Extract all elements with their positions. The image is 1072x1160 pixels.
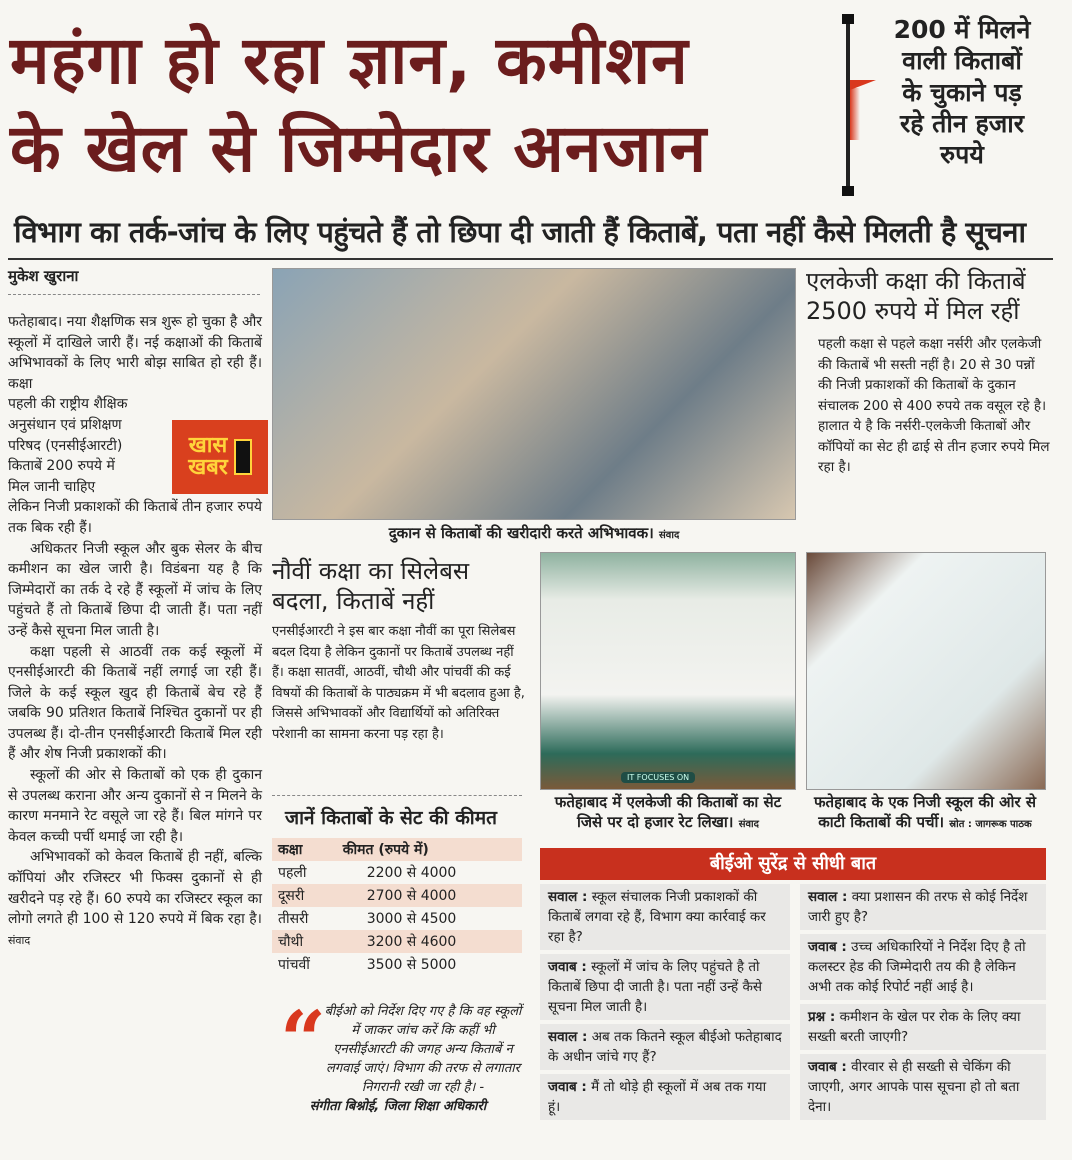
cell: चौथी	[272, 930, 337, 953]
photo-book-slip	[806, 552, 1046, 790]
cell: पांचवीं	[278, 957, 310, 973]
qa-item: प्रश्न : कमीशन के खेल पर रोक के लिए क्या सख्ती बरती जाएगी?	[800, 1004, 1046, 1050]
newspaper-icon	[234, 439, 252, 475]
badge-line: खास	[188, 433, 228, 458]
story-para: फतेहाबाद। नया शैक्षणिक सत्र शुरू हो चुका है और स्कूलों में दाखिले जारी हैं। नई कक्षाओं की किताबें अभिभावकों के लिए भारी बोझ साबित हो रही हैं। कक्षा	[8, 314, 262, 392]
interview-left	[540, 884, 790, 1124]
story-credit: संवाद	[8, 933, 31, 947]
quote-author: संगीता बिश्नोई, जिला शिक्षा अधिकारी	[309, 1099, 487, 1114]
qa-item: जवाब : मैं तो थोड़े ही स्कूलों में अब तक गया हूं।	[540, 1074, 790, 1120]
qa-item: जवाब : वीरवार से ही सख्ती से चेकिंग की जाएगी, अगर आपके पास सूचना हो तो बता देना।	[800, 1054, 1046, 1120]
story-line: किताबें 200 रुपये में	[8, 458, 115, 475]
price-table	[272, 838, 522, 976]
quote-mark-icon: “	[280, 993, 327, 1087]
headline-line-1: महंगा हो रहा ज्ञान, कमीशन	[10, 22, 689, 99]
photo-parents-buying-books	[272, 268, 796, 520]
story-para: कक्षा पहली से आठवीं तक कई स्कूलों में एनसीईआरटी की किताबें नहीं लगाई जा रही हैं। जिले के कई स्कूल खुद ही किताबें बेच रहे हैं जबकि 90 प्रतिशत किताबें निश्चित दुकानों पर ही उपलब्ध हैं। दो-तीन एनसीईआरटी किताबें मिल रही हैं और शेष निजी प्रकाशकों की।	[8, 643, 262, 763]
main-story	[8, 312, 262, 951]
cell: पहली	[278, 865, 307, 881]
byline: मुकेश खुराना	[8, 267, 79, 285]
qa-item: सवाल : स्कूल संचालक निजी प्रकाशकों की किताबें लगवा रहे हैं, विभाग क्या कार्रवाई कर रहा है?	[540, 884, 790, 950]
col-header: कक्षा	[272, 838, 337, 861]
sidebar-blurb	[872, 14, 1052, 170]
screen-text: IT FOCUSES ON	[621, 772, 695, 783]
story-para: अभिभावकों को केवल किताबें ही नहीं, बल्कि कॉपियां और रजिस्टर भी फिक्स दुकानों से ही खरीदने पड़ रहे हैं। 60 रुपये का रजिस्टर स्कूल का लोगो लगते ही 100 से 120 रुपये में बिक रहा है।	[8, 849, 262, 928]
cell: दूसरी	[272, 884, 337, 907]
dotted-divider	[8, 294, 260, 295]
photo2-caption: फतेहाबाद में एलकेजी की किताबों का सेट जिसे पर दो हजार रेट लिखा। संवाद	[554, 793, 782, 831]
dotted-divider	[272, 795, 522, 796]
story-line: परिषद (एनसीईआरटी)	[8, 437, 123, 454]
photo1-caption: दुकान से किताबों की खरीदारी करते अभिभावक। संवाद	[388, 524, 680, 542]
interview-right	[800, 884, 1046, 1124]
red-flag-tail	[850, 88, 860, 140]
blurb-line: के चुकाने पड़	[902, 77, 1022, 107]
blurb-line: वाली किताबों	[902, 46, 1022, 76]
lkg-box	[806, 266, 1052, 478]
badge-line: खबर	[188, 455, 228, 480]
quote-text: बीईओ को निर्देश दिए गए है कि वह स्कूलों में जाकर जांच करें कि कहीं भी एनसीईआरटी की जगह अन्य किताबें न लगवाई जाएं। विभाग की तरफ से लगातार निगरानी रखी जा रही है। -	[324, 1004, 522, 1095]
khas-khabar-badge	[172, 420, 268, 494]
qa-item: सवाल : क्या प्रशासन की तरफ से कोई निर्देश जारी हुए है?	[800, 884, 1046, 930]
story-line: मिल जानी चाहिए	[8, 478, 96, 495]
story-para: लेकिन निजी प्रकाशकों की किताबें तीन हजार रुपये तक बिक रही हैं।	[8, 499, 262, 536]
qa-item: जवाब : उच्च अधिकारियों ने निर्देश दिए है तो कलस्टर हेड की जिम्मेदारी तय की है लेकिन अभी तक कोई रिपोर्ट नहीं आई है।	[800, 934, 1046, 1000]
cell: 2700 से 4000	[337, 884, 522, 907]
cell: 3200 से 4600	[337, 930, 522, 953]
rule	[8, 258, 1053, 260]
story-line: पहली की राष्ट्रीय शैक्षिक	[8, 396, 128, 413]
interview-title: बीईओ सुरेंद्र से सीधी बात	[540, 848, 1046, 880]
cell: 3500 से 5000	[366, 957, 457, 973]
cell: तीसरी	[278, 911, 309, 927]
story-para: अधिकतर निजी स्कूल और बुक सेलर के बीच कमीशन का खेल जारी है। विडंबना यह है कि जिम्मेदारों का तर्क दे रहे हैं स्कूलों में जांच के लिए पहुंचते हैं तो किताबें छिपा दी जाती हैं। पता नहीं उन्हें कैसे सूचना मिल जाती है।	[8, 540, 262, 639]
headline-line-2: के खेल से जिम्मेदार अनजान	[10, 110, 708, 187]
story-para: स्कूलों की ओर से किताबों को एक ही दुकान से उपलब्ध कराना और अन्य दुकानों से न मिलने के कारण मनमाने रेट वसूले जा रहे हैं। बिल मांगने पर केवल कच्ची पर्ची थमाई जा रही है।	[8, 767, 262, 845]
ninth-title: नौवीं कक्षा का सिलेबस बदला, किताबें नहीं	[272, 557, 470, 615]
lkg-text: पहली कक्षा से पहले कक्षा नर्सरी और एलकेजी की किताबें भी सस्ती नहीं है। 20 से 30 पन्नों की निजी प्रकाशकों की किताबों के दुकान संचालक 200 से 400 रुपये तक वसूल रहे है। हालात ये है कि नर्सरी-एलकेजी किताबों और कॉपियों का सेट ही ढाई से तीन हजार रुपये मिल रहा है।	[818, 336, 1050, 475]
col-header: कीमत (रुपये में)	[337, 838, 522, 861]
photo-lkg-book-set	[540, 552, 796, 790]
price-table-title: जानें किताबों के सेट की कीमत	[285, 807, 497, 829]
blurb-line: 200 में मिलने	[893, 15, 1031, 44]
photo3-caption: फतेहाबाद के एक निजी स्कूल की ओर से काटी किताबों की पर्ची। स्रोत : जागरूक पाठक	[813, 793, 1037, 831]
blurb-line: रहे तीन हजार	[899, 108, 1025, 138]
quote	[272, 993, 524, 1116]
blurb-line: रुपये	[940, 140, 984, 169]
cell: 3000 से 4500	[366, 911, 457, 927]
subheadline: विभाग का तर्क-जांच के लिए पहुंचते हैं तो छिपा दी जाती हैं किताबें, पता नहीं कैसे मिलती है सूचना	[14, 215, 1026, 249]
cell: 2200 से 4000	[366, 865, 457, 881]
qa-item: सवाल : अब तक कितने स्कूल बीईओ फतेहाबाद के अधीन जांचे गए हैं?	[540, 1024, 790, 1070]
ninth-box	[272, 556, 528, 745]
story-line: अनुसंधान एवं प्रशिक्षण	[8, 416, 122, 433]
lkg-title: एलकेजी कक्षा की किताबें 2500 रुपये में मिल रहीं	[806, 267, 1026, 325]
ninth-text: एनसीईआरटी ने इस बार कक्षा नौवीं का पूरा सिलेबस बदल दिया है लेकिन दुकानों पर किताबें उपलब्ध नहीं हैं। कक्षा सातवीं, आठवीं, चौथी और पांचवीं की कई विषयों की किताबों के पाठ्यक्रम में भी बदलाव हुआ है, जिससे अभिभावकों और विद्यार्थियों को अतिरिक्त परेशानी का सामना करना पड़ रहा है।	[272, 624, 525, 742]
qa-item: जवाब : स्कूलों में जांच के लिए पहुंचते है तो किताबें छिपा दी जाती है। पता नहीं उन्हें कैसे सूचना मिल जाती है।	[540, 954, 790, 1020]
